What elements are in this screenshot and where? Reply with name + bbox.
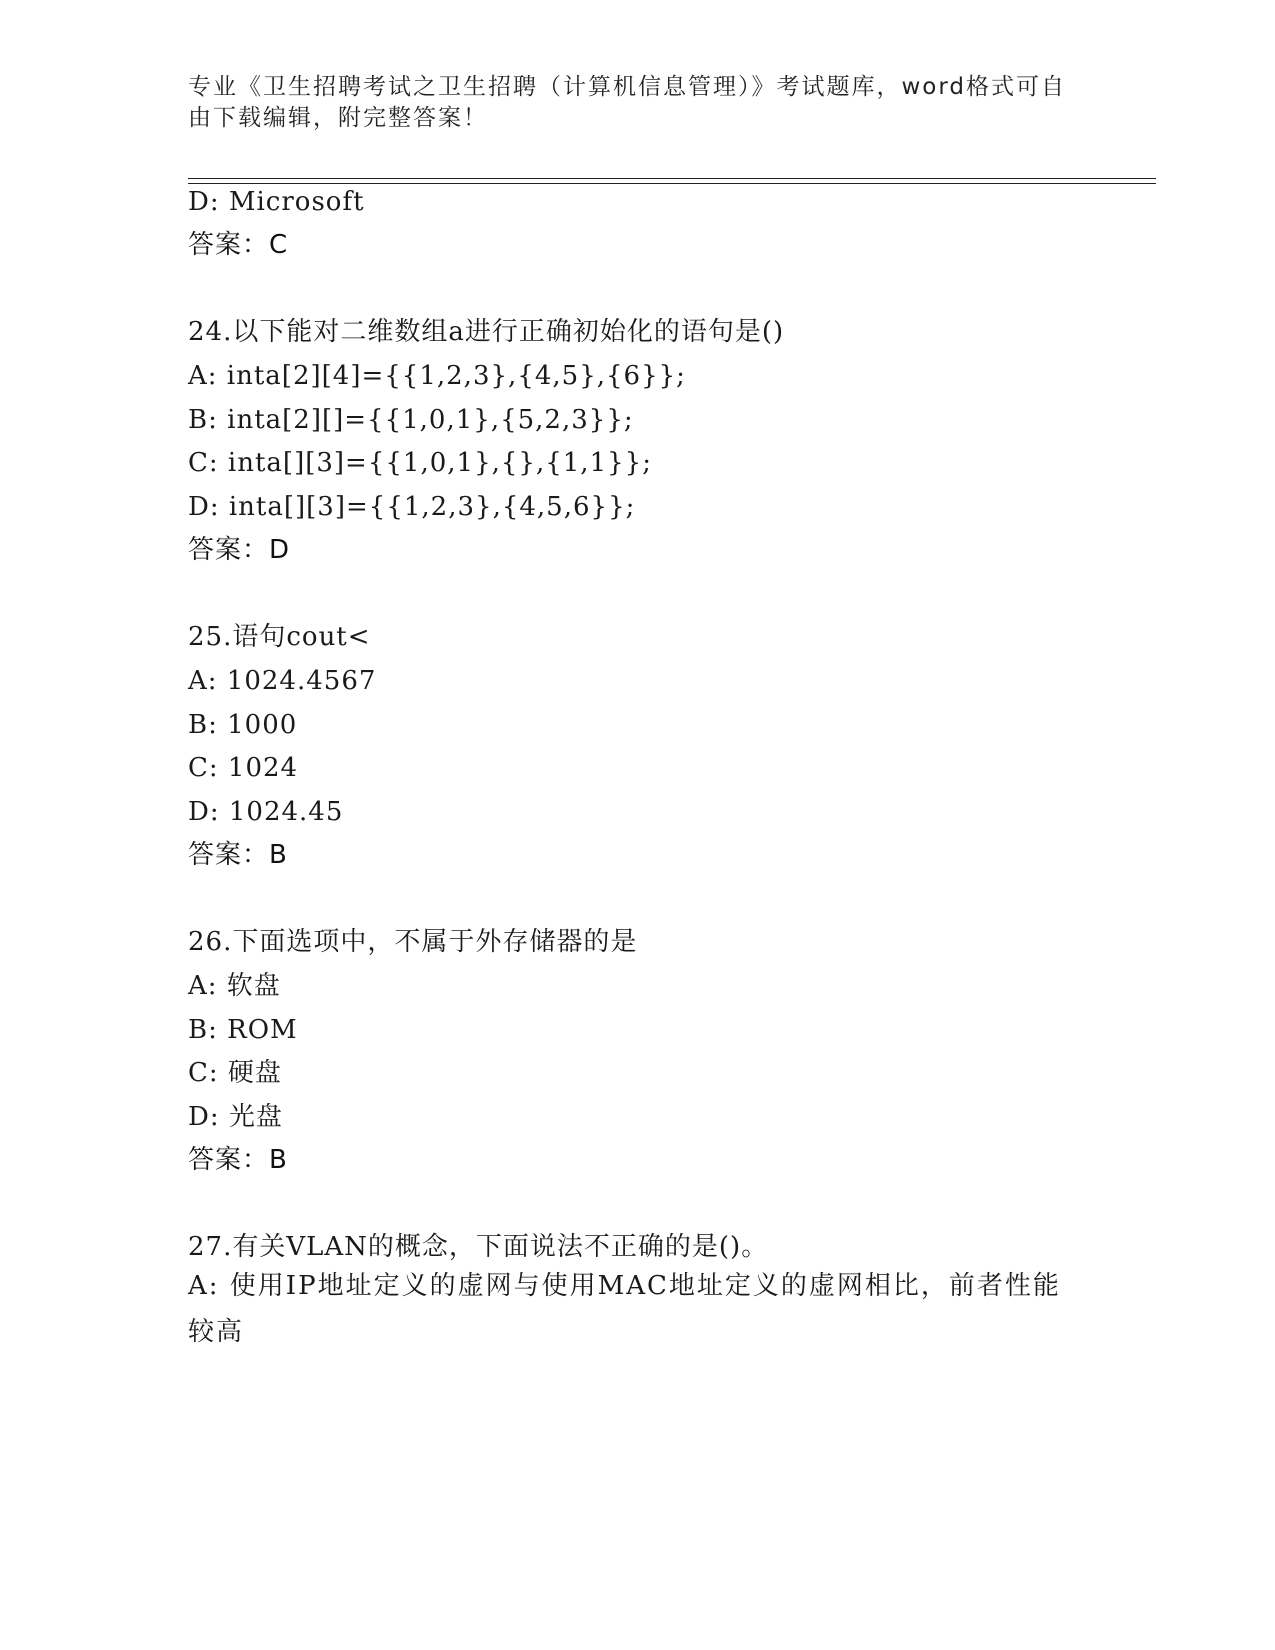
prev-question-answer: 答案：C (188, 230, 289, 260)
question-26-answer: 答案：B (188, 1145, 288, 1175)
question-24-stem: 24.以下能对二维数组a进行正确初始化的语句是() (188, 317, 785, 347)
question-27-stem: 27.有关VLAN的概念，下面说法不正确的是()。 (188, 1232, 769, 1262)
prev-question-option-d: D: Microsoft (188, 187, 365, 217)
question-26-stem: 26.下面选项中，不属于外存储器的是 (188, 927, 638, 957)
document-header: 专业《卫生招聘考试之卫生招聘（计算机信息管理）》考试题库，word格式可自由下载编辑，附完整答案！ (188, 74, 1067, 131)
question-26-option-d: D: 光盘 (188, 1102, 283, 1132)
question-26-option-a: A: 软盘 (188, 971, 281, 1001)
question-24-answer: 答案：D (188, 535, 291, 565)
question-25-stem: 25.语句cout< (188, 622, 371, 652)
question-25-option-c: C: 1024 (188, 753, 299, 783)
question-27-option-a: A: 使用IP地址定义的虚网与使用MAC地址定义的虚网相比，前者性能较高 (188, 1271, 1061, 1347)
question-24-option-c: C: inta[][3]={{1,0,1},{},{1,1}}; (188, 448, 652, 478)
question-25-option-b: B: 1000 (188, 710, 298, 740)
question-24-option-b: B: inta[2][]={{1,0,1},{5,2,3}}; (188, 405, 634, 435)
header-divider-top (188, 178, 1156, 179)
question-26-option-c: C: 硬盘 (188, 1058, 282, 1088)
question-24-option-d: D: inta[][3]={{1,2,3},{4,5,6}}; (188, 492, 636, 522)
question-25-answer: 答案：B (188, 840, 288, 870)
question-25-option-a: A: 1024.4567 (188, 666, 377, 696)
header-divider-bottom (188, 183, 1156, 184)
question-26-option-b: B: ROM (188, 1015, 298, 1045)
question-25-option-d: D: 1024.45 (188, 797, 344, 827)
question-24-option-a: A: inta[2][4]={{1,2,3},{4,5},{6}}; (188, 361, 686, 391)
